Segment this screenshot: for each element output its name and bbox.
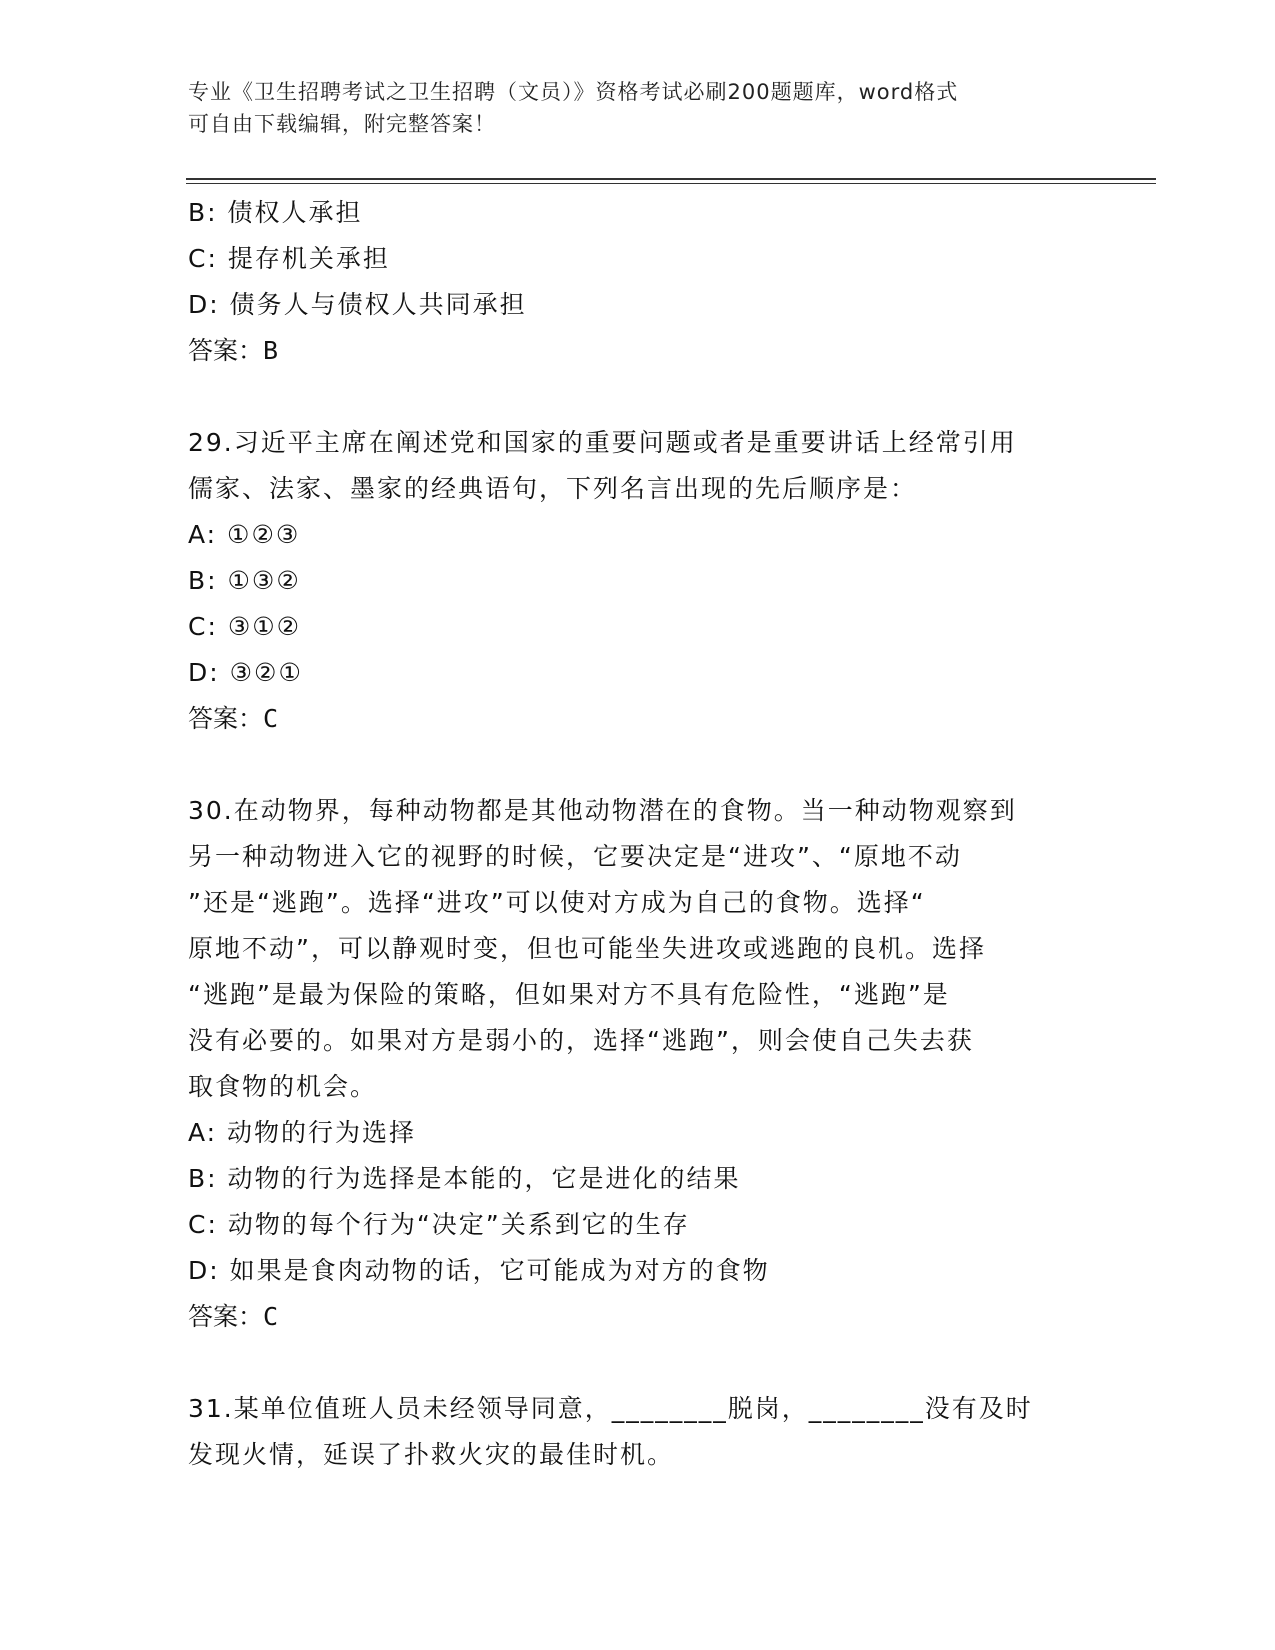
question-text-line: ”还是“逃跑”。选择“进攻”可以使对方成为自己的食物。选择“ — [188, 888, 926, 917]
document-body — [188, 190, 1078, 1478]
question-text-line: 另一种动物进入它的视野的时候，它要决定是“进攻”、“原地不动 — [188, 842, 962, 871]
option-c: C: ③①② — [188, 612, 302, 641]
question-text-line: 取食物的机会。 — [188, 1072, 378, 1101]
question-29 — [188, 420, 1078, 742]
option-b: B: ①③② — [188, 566, 301, 595]
header-line-2: 可自由下载编辑，附完整答案！ — [188, 112, 496, 136]
option-b: B: 动物的行为选择是本能的，它是进化的结果 — [188, 1164, 741, 1193]
option-a: A: 动物的行为选择 — [188, 1118, 417, 1147]
header-divider-thick — [186, 178, 1156, 180]
question-text-line: 儒家、法家、墨家的经典语句，下列名言出现的先后顺序是： — [188, 474, 918, 503]
question-text-line: 没有必要的。如果对方是弱小的，选择“逃跑”，则会使自己失去获 — [188, 1026, 974, 1055]
question-31 — [188, 1386, 1078, 1478]
option-d: D: 如果是食肉动物的话，它可能成为对方的食物 — [188, 1256, 770, 1285]
question-text-line: 原地不动”，可以静观时变，但也可能坐失进攻或逃跑的良机。选择 — [188, 934, 986, 963]
answer-line: 答案：C — [188, 1302, 279, 1331]
question-28 — [188, 190, 1078, 374]
question-text-line: 31.某单位值班人员未经领导同意，________脱岗，________没有及时 — [188, 1394, 1033, 1423]
answer-line: 答案：B — [188, 336, 279, 365]
question-text-line: “逃跑”是最为保险的策略，但如果对方不具有危险性，“逃跑”是 — [188, 980, 950, 1009]
option-c: C: 提存机关承担 — [188, 244, 390, 273]
question-30 — [188, 788, 1078, 1340]
option-b: B: 债权人承担 — [188, 198, 363, 227]
question-text-line: 30.在动物界，每种动物都是其他动物潜在的食物。当一种动物观察到 — [188, 796, 1017, 825]
page-header — [188, 76, 1068, 140]
option-a: A: ①②③ — [188, 520, 301, 549]
option-d: D: 债务人与债权人共同承担 — [188, 290, 527, 319]
answer-line: 答案：C — [188, 704, 279, 733]
question-text-line: 发现火情，延误了扑救火灾的最佳时机。 — [188, 1440, 675, 1469]
option-d: D: ③②① — [188, 658, 303, 687]
header-divider-thin — [186, 183, 1156, 184]
header-line-1: 专业《卫生招聘考试之卫生招聘（文员）》资格考试必刷200题题库，word格式 — [188, 80, 959, 104]
question-text-line: 29.习近平主席在阐述党和国家的重要问题或者是重要讲话上经常引用 — [188, 428, 1017, 457]
option-c: C: 动物的每个行为“决定”关系到它的生存 — [188, 1210, 690, 1239]
